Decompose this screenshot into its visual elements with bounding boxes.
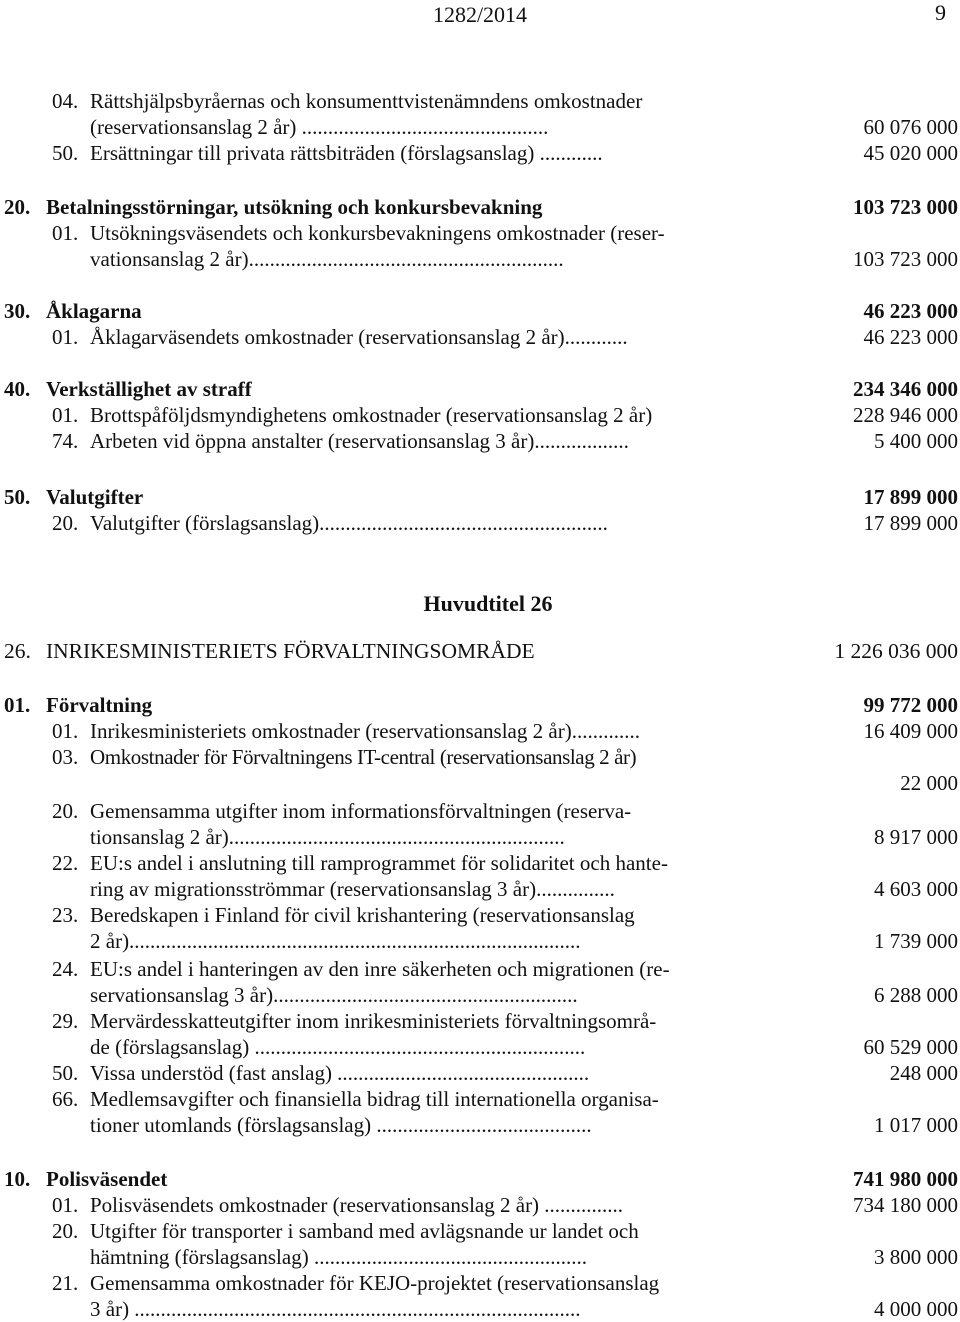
item-amount: 103 723 000	[853, 247, 958, 271]
budget-line	[0, 246, 960, 272]
page-number: 9	[935, 0, 946, 25]
item-number: 26.	[4, 639, 31, 663]
item-amount: 3 800 000	[874, 1245, 958, 1269]
item-amount: 46 223 000	[863, 299, 958, 323]
item-number: 20.	[52, 511, 79, 535]
budget-line	[0, 324, 960, 350]
item-number: 23.	[52, 903, 79, 927]
item-amount: 17 899 000	[863, 485, 958, 509]
item-text: de (förslagsanslag) ...............................................................	[90, 1035, 586, 1059]
budget-line	[0, 1270, 960, 1296]
item-text: Omkostnader för Förvaltningens IT-central (reservationsanslag 2 år)	[90, 745, 637, 769]
budget-line	[0, 1086, 960, 1112]
budget-line	[0, 140, 960, 166]
item-text: INRIKESMINISTERIETS FÖRVALTNINGSOMRÅDE	[46, 639, 535, 663]
budget-line	[0, 402, 960, 428]
item-text: 3 år) .....................................................................................	[90, 1297, 581, 1321]
budget-line	[0, 770, 960, 796]
budget-line	[0, 902, 960, 928]
item-text: Betalningsstörningar, utsökning och konkursbevakning	[46, 195, 543, 219]
item-text: Arbeten vid öppna anstalter (reservationsanslag 3 år)..................	[90, 429, 629, 453]
budget-line	[0, 510, 960, 536]
item-text: (reservationsanslag 2 år) ...............................................	[90, 115, 549, 139]
item-amount: 45 020 000	[863, 141, 958, 165]
item-number: 30.	[4, 299, 31, 323]
document-number: 1282/2014	[432, 2, 528, 27]
item-text: Utgifter för transporter i samband med avlägsnande ur landet och	[90, 1219, 639, 1243]
item-number: 24.	[52, 957, 79, 981]
main-class-line	[0, 1166, 960, 1192]
budget-line	[0, 1192, 960, 1218]
item-text: Beredskapen i Finland för civil krishantering (reservationsanslag	[90, 903, 635, 927]
item-number: 66.	[52, 1087, 79, 1111]
item-text: Polisväsendets omkostnader (reservationsanslag 2 år) ...............	[90, 1193, 624, 1217]
budget-line	[0, 88, 960, 114]
item-text: tionsanslag 2 år)................................................................	[90, 825, 565, 849]
budget-line	[0, 1218, 960, 1244]
item-number: 03.	[52, 745, 79, 769]
item-number: 22.	[52, 851, 79, 875]
item-number: 01.	[52, 403, 79, 427]
item-text: servationsanslag 3 år)..........................................................	[90, 983, 578, 1007]
item-number: 50.	[4, 485, 31, 509]
budget-line	[0, 850, 960, 876]
budget-line	[0, 1244, 960, 1270]
item-number: 01.	[52, 325, 79, 349]
item-text: Utsökningsväsendets och konkursbevakningens omkostnader (reser-	[90, 221, 665, 245]
section-title	[0, 590, 960, 618]
item-amount: 22 000	[900, 771, 958, 795]
item-text: Valutgifter	[46, 485, 144, 509]
item-text: ring av migrationsströmmar (reservationsanslag 3 år)...............	[90, 877, 615, 901]
item-text: Åklagarväsendets omkostnader (reservationsanslag 2 år)............	[90, 325, 628, 349]
item-number: 50.	[52, 141, 79, 165]
item-number: 74.	[52, 429, 79, 453]
budget-line	[0, 1112, 960, 1138]
item-number: 40.	[4, 377, 31, 401]
item-number: 20.	[52, 1219, 79, 1243]
item-amount: 1 739 000	[874, 929, 958, 953]
budget-line	[0, 114, 960, 140]
item-text: Förvaltning	[46, 693, 153, 717]
main-class-line	[0, 298, 960, 324]
item-amount: 1 226 036 000	[834, 639, 958, 663]
item-text: Ersättningar till privata rättsbiträden (förslagsanslag) ............	[90, 141, 603, 165]
budget-line	[0, 798, 960, 824]
item-amount: 741 980 000	[853, 1167, 958, 1191]
item-text: hämtning (förslagsanslag) ....................................................	[90, 1245, 587, 1269]
item-number: 20.	[52, 799, 79, 823]
item-amount: 228 946 000	[853, 403, 958, 427]
budget-line	[0, 220, 960, 246]
item-amount: 4 000 000	[874, 1297, 958, 1321]
budget-line	[0, 928, 960, 954]
item-text: Åklagarna	[46, 299, 142, 323]
item-number: 01.	[52, 1193, 79, 1217]
item-number: 21.	[52, 1271, 79, 1295]
budget-line	[0, 1034, 960, 1060]
budget-line	[0, 428, 960, 454]
item-text: Medlemsavgifter och finansiella bidrag till internationella organisa-	[90, 1087, 659, 1111]
item-number: 50.	[52, 1061, 79, 1085]
budget-line	[0, 744, 960, 770]
item-amount: 1 017 000	[874, 1113, 958, 1137]
item-number: 10.	[4, 1167, 31, 1191]
item-amount: 60 529 000	[863, 1035, 958, 1059]
budget-line	[0, 718, 960, 744]
ministry-heading-line	[0, 638, 960, 664]
item-amount: 16 409 000	[863, 719, 958, 743]
item-text: Valutgifter (förslagsanslag).......................................................	[90, 511, 608, 535]
main-class-line	[0, 376, 960, 402]
item-amount: 46 223 000	[863, 325, 958, 349]
budget-line	[0, 1296, 960, 1322]
item-number: 29.	[52, 1009, 79, 1033]
item-text: 2 år)......................................................................................	[90, 929, 581, 953]
item-text: Gemensamma utgifter inom informationsförvaltningen (reserva-	[90, 799, 632, 823]
item-text: Inrikesministeriets omkostnader (reservationsanslag 2 år).............	[90, 719, 640, 743]
item-text: Brottspåföljdsmyndighetens omkostnader (reservationsanslag 2 år)	[90, 403, 653, 427]
item-amount: 6 288 000	[874, 983, 958, 1007]
main-class-line	[0, 194, 960, 220]
item-text: Rättshjälpsbyråernas och konsumenttvistenämndens omkostnader	[90, 89, 643, 113]
item-amount: 4 603 000	[874, 877, 958, 901]
budget-line	[0, 1060, 960, 1086]
item-amount: 5 400 000	[874, 429, 958, 453]
item-text: Verkställighet av straff	[46, 377, 252, 401]
item-text: EU:s andel i hanteringen av den inre säkerheten och migrationen (re-	[90, 957, 670, 981]
item-number: 01.	[52, 719, 79, 743]
budget-line	[0, 876, 960, 902]
item-text: Mervärdesskatteutgifter inom inrikesministeriets förvaltningsområ-	[90, 1009, 657, 1033]
main-class-line	[0, 692, 960, 718]
item-number: 20.	[4, 195, 31, 219]
item-number: 04.	[52, 89, 79, 113]
item-text: Vissa understöd (fast anslag) ................................................	[90, 1061, 590, 1085]
budget-line	[0, 824, 960, 850]
item-text: Gemensamma omkostnader för KEJO-projektet (reservationsanslag	[90, 1271, 660, 1295]
item-amount: 248 000	[889, 1061, 958, 1085]
budget-line	[0, 1008, 960, 1034]
item-text: tioner utomlands (förslagsanslag) .........................................	[90, 1113, 592, 1137]
section-title-text: Huvudtitel 26	[423, 591, 553, 616]
item-amount: 60 076 000	[863, 115, 958, 139]
budget-line	[0, 982, 960, 1008]
item-number: 01.	[4, 693, 31, 717]
item-number: 01.	[52, 221, 79, 245]
item-text: vationsanslag 2 år)............................................................	[90, 247, 564, 271]
main-class-line	[0, 484, 960, 510]
item-text: Polisväsendet	[46, 1167, 168, 1191]
item-amount: 8 917 000	[874, 825, 958, 849]
item-amount: 234 346 000	[853, 377, 958, 401]
item-text: EU:s andel i anslutning till ramprogrammet för solidaritet och hante-	[90, 851, 668, 875]
item-amount: 99 772 000	[863, 693, 958, 717]
item-amount: 17 899 000	[863, 511, 958, 535]
item-amount: 734 180 000	[853, 1193, 958, 1217]
budget-line	[0, 956, 960, 982]
item-amount: 103 723 000	[853, 195, 958, 219]
